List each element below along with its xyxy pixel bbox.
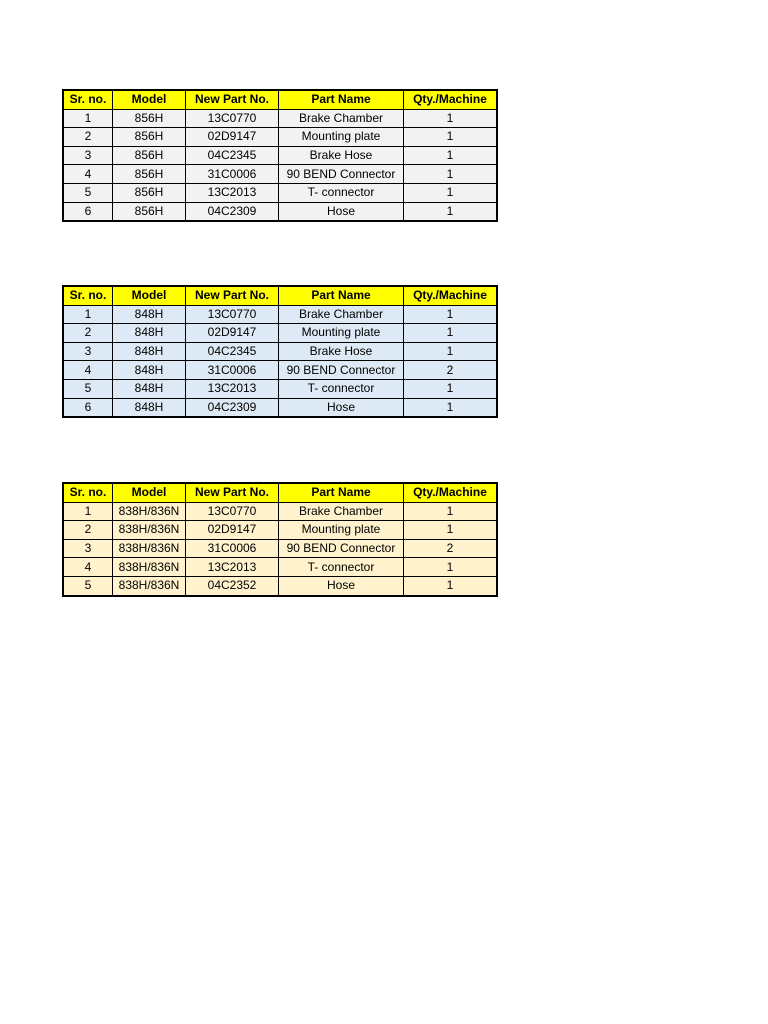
table-row [63, 109, 497, 128]
cell-qty: 1 [404, 128, 498, 147]
parts-table-848h [62, 285, 498, 418]
cell-part-name: Brake Chamber [279, 109, 404, 128]
cell-qty: 1 [404, 202, 498, 221]
cell-model: 856H [113, 146, 186, 165]
table-row [63, 521, 497, 540]
cell-sr-no: 4 [63, 361, 113, 380]
cell-model: 848H [113, 361, 186, 380]
cell-sr-no: 2 [63, 128, 113, 147]
table-row [63, 502, 497, 521]
cell-sr-no: 4 [63, 165, 113, 184]
header-new-part-no: New Part No. [186, 286, 279, 305]
cell-model: 856H [113, 109, 186, 128]
cell-qty: 1 [404, 324, 498, 343]
cell-part-name: Brake Hose [279, 342, 404, 361]
cell-part-name: 90 BEND Connector [279, 539, 404, 558]
cell-model: 848H [113, 379, 186, 398]
cell-sr-no: 1 [63, 305, 113, 324]
cell-model: 856H [113, 128, 186, 147]
parts-table-838h-836n [62, 482, 498, 597]
header-sr-no: Sr. no. [63, 90, 113, 109]
cell-qty: 1 [404, 165, 498, 184]
table-row [63, 165, 497, 184]
header-sr-no: Sr. no. [63, 483, 113, 502]
cell-part-no: 13C2013 [186, 183, 279, 202]
cell-part-name: Brake Chamber [279, 502, 404, 521]
cell-model: 838H/836N [113, 521, 186, 540]
cell-sr-no: 2 [63, 521, 113, 540]
cell-part-no: 04C2345 [186, 342, 279, 361]
cell-model: 856H [113, 165, 186, 184]
header-row [63, 483, 497, 502]
header-model: Model [113, 483, 186, 502]
cell-part-name: 90 BEND Connector [279, 361, 404, 380]
cell-sr-no: 1 [63, 109, 113, 128]
header-part-name: Part Name [279, 483, 404, 502]
header-sr-no: Sr. no. [63, 286, 113, 305]
cell-part-no: 13C0770 [186, 305, 279, 324]
table-row [63, 202, 497, 221]
table-row [63, 398, 497, 417]
table-row [63, 361, 497, 380]
cell-part-name: Hose [279, 398, 404, 417]
cell-sr-no: 4 [63, 558, 113, 577]
cell-part-no: 04C2345 [186, 146, 279, 165]
cell-part-no: 31C0006 [186, 539, 279, 558]
table-row [63, 324, 497, 343]
table-row [63, 183, 497, 202]
cell-qty: 2 [404, 539, 498, 558]
cell-part-name: Mounting plate [279, 324, 404, 343]
cell-part-name: T- connector [279, 183, 404, 202]
table-row [63, 305, 497, 324]
table-row [63, 342, 497, 361]
cell-qty: 1 [404, 502, 498, 521]
cell-part-no: 04C2309 [186, 398, 279, 417]
table-row [63, 128, 497, 147]
cell-sr-no: 3 [63, 342, 113, 361]
cell-sr-no: 5 [63, 576, 113, 595]
cell-qty: 1 [404, 558, 498, 577]
cell-qty: 1 [404, 342, 498, 361]
header-part-name: Part Name [279, 286, 404, 305]
header-model: Model [113, 286, 186, 305]
cell-sr-no: 5 [63, 379, 113, 398]
cell-qty: 1 [404, 379, 498, 398]
cell-sr-no: 6 [63, 398, 113, 417]
header-part-name: Part Name [279, 90, 404, 109]
cell-qty: 1 [404, 398, 498, 417]
cell-model: 848H [113, 305, 186, 324]
cell-part-no: 02D9147 [186, 128, 279, 147]
table-row [63, 558, 497, 577]
cell-part-no: 04C2309 [186, 202, 279, 221]
cell-sr-no: 1 [63, 502, 113, 521]
cell-model: 838H/836N [113, 502, 186, 521]
cell-part-no: 31C0006 [186, 361, 279, 380]
cell-model: 848H [113, 398, 186, 417]
cell-qty: 1 [404, 576, 498, 595]
cell-qty: 1 [404, 146, 498, 165]
cell-part-no: 02D9147 [186, 324, 279, 343]
header-model: Model [113, 90, 186, 109]
table-row [63, 146, 497, 165]
cell-part-no: 13C2013 [186, 558, 279, 577]
cell-part-name: T- connector [279, 379, 404, 398]
cell-part-name: Hose [279, 576, 404, 595]
cell-part-name: Mounting plate [279, 128, 404, 147]
cell-model: 848H [113, 342, 186, 361]
cell-model: 838H/836N [113, 539, 186, 558]
header-row [63, 286, 497, 305]
cell-qty: 2 [404, 361, 498, 380]
cell-sr-no: 3 [63, 146, 113, 165]
header-qty-machine: Qty./Machine [404, 90, 498, 109]
cell-part-no: 04C2352 [186, 576, 279, 595]
cell-model: 838H/836N [113, 576, 186, 595]
cell-part-no: 13C0770 [186, 109, 279, 128]
header-qty-machine: Qty./Machine [404, 286, 498, 305]
cell-part-name: 90 BEND Connector [279, 165, 404, 184]
cell-model: 856H [113, 202, 186, 221]
cell-part-name: Mounting plate [279, 521, 404, 540]
cell-sr-no: 2 [63, 324, 113, 343]
table-row [63, 539, 497, 558]
cell-part-name: Brake Chamber [279, 305, 404, 324]
cell-part-name: Brake Hose [279, 146, 404, 165]
cell-part-name: Hose [279, 202, 404, 221]
cell-part-name: T- connector [279, 558, 404, 577]
cell-model: 838H/836N [113, 558, 186, 577]
cell-part-no: 02D9147 [186, 521, 279, 540]
cell-part-no: 31C0006 [186, 165, 279, 184]
cell-model: 856H [113, 183, 186, 202]
cell-qty: 1 [404, 183, 498, 202]
cell-sr-no: 3 [63, 539, 113, 558]
cell-model: 848H [113, 324, 186, 343]
header-new-part-no: New Part No. [186, 483, 279, 502]
cell-part-no: 13C2013 [186, 379, 279, 398]
cell-sr-no: 5 [63, 183, 113, 202]
header-qty-machine: Qty./Machine [404, 483, 498, 502]
header-row [63, 90, 497, 109]
table-row [63, 379, 497, 398]
table-row [63, 576, 497, 595]
cell-sr-no: 6 [63, 202, 113, 221]
parts-table-856h [62, 89, 498, 222]
cell-part-no: 13C0770 [186, 502, 279, 521]
cell-qty: 1 [404, 109, 498, 128]
header-new-part-no: New Part No. [186, 90, 279, 109]
cell-qty: 1 [404, 305, 498, 324]
cell-qty: 1 [404, 521, 498, 540]
